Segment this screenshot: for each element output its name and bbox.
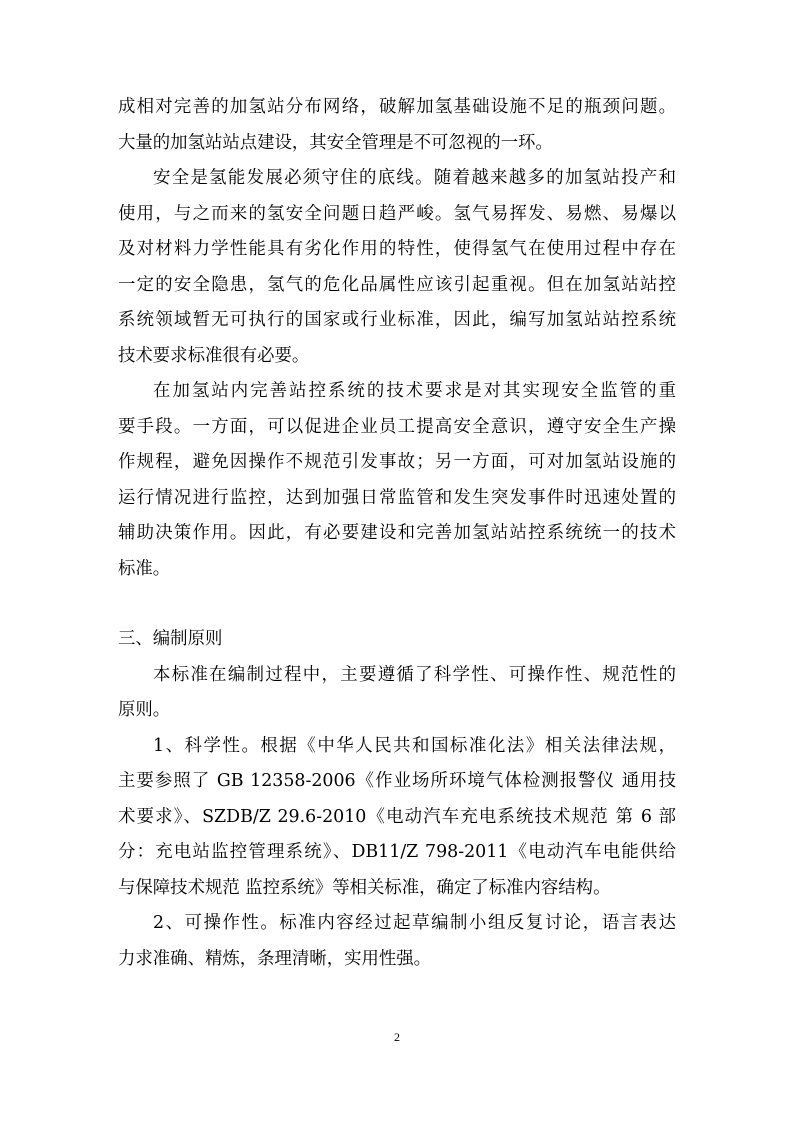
paragraph: [118, 729, 676, 907]
text-line: 要手段。一方面，可以促进企业员工提高安全意识，遵守安全生产操: [118, 416, 676, 437]
text-line: 作规程，避免因操作不规范引发事故；另一方面，可对加氢站设施的: [118, 452, 676, 472]
text-line: 技术要求标准很有必要。: [118, 345, 310, 366]
text-line: 标准。: [118, 558, 171, 579]
text-line: 与保障技术规范 监控系统》等相关标准，确定了标准内容结构。: [118, 877, 611, 898]
document-body: [118, 90, 676, 977]
text-line: 一定的安全隐患，氢气的危化品属性应该引起重视。但在加氢站站控: [118, 274, 676, 295]
text-line: 安全是氢能发展必须守住的底线。随着越来越多的加氢站投产和: [153, 168, 676, 188]
text-line: 系统领域暂无可执行的国家或行业标准，因此，编写加氢站站控系统: [118, 310, 676, 330]
paragraph: [118, 906, 676, 977]
paragraph: [118, 90, 676, 161]
text-line: 力求准确、精炼，条理清晰，实用性强。: [118, 948, 432, 969]
text-line: 成相对完善的加氢站分布网络，破解加氢基础设施不足的瓶颈问题。: [118, 97, 676, 117]
text-line: 及对材料力学性能具有劣化作用的特性，使得氢气在使用过程中存在: [118, 239, 676, 259]
text-line: 主要参照了 GB 12358-2006《作业场所环境气体检测报警仪 通用技: [118, 771, 676, 791]
text-line: 在加氢站内完善站控系统的技术要求是对其实现安全监管的重: [153, 381, 676, 401]
text-line: 大量的加氢站站点建设，其安全管理是不可忽视的一环。: [118, 132, 553, 153]
text-line: 1、科学性。根据《中华人民共和国标准化法》相关法律法规，: [153, 735, 676, 756]
paragraph: [118, 658, 676, 729]
paragraph: [118, 161, 676, 374]
text-line: 使用，与之而来的氢安全问题日趋严峻。氢气易挥发、易燃、易爆以: [118, 203, 676, 224]
text-line: 2、可操作性。标准内容经过起草编制小组反复讨论，语言表达: [153, 913, 676, 933]
text-line: 分：充电站监控管理系统》、DB11/Z 798-2011《电动汽车电能供给: [118, 842, 676, 862]
text-line: 术要求》、SZDB/Z 29.6-2010《电动汽车充电系统技术规范 第 6 部: [118, 806, 676, 827]
text-line: 运行情况进行监控，达到加强日常监管和发生突发事件时迅速处置的: [118, 487, 676, 508]
page-number: 2: [394, 1030, 400, 1044]
section-heading: 三、编制原则: [118, 629, 223, 649]
paragraph: [118, 374, 676, 587]
text-line: 辅助决策作用。因此，有必要建设和完善加氢站站控系统统一的技术: [118, 523, 676, 543]
text-line: 本标准在编制过程中，主要遵循了科学性、可操作性、规范性的: [153, 664, 676, 685]
text-line: 原则。: [118, 700, 171, 720]
